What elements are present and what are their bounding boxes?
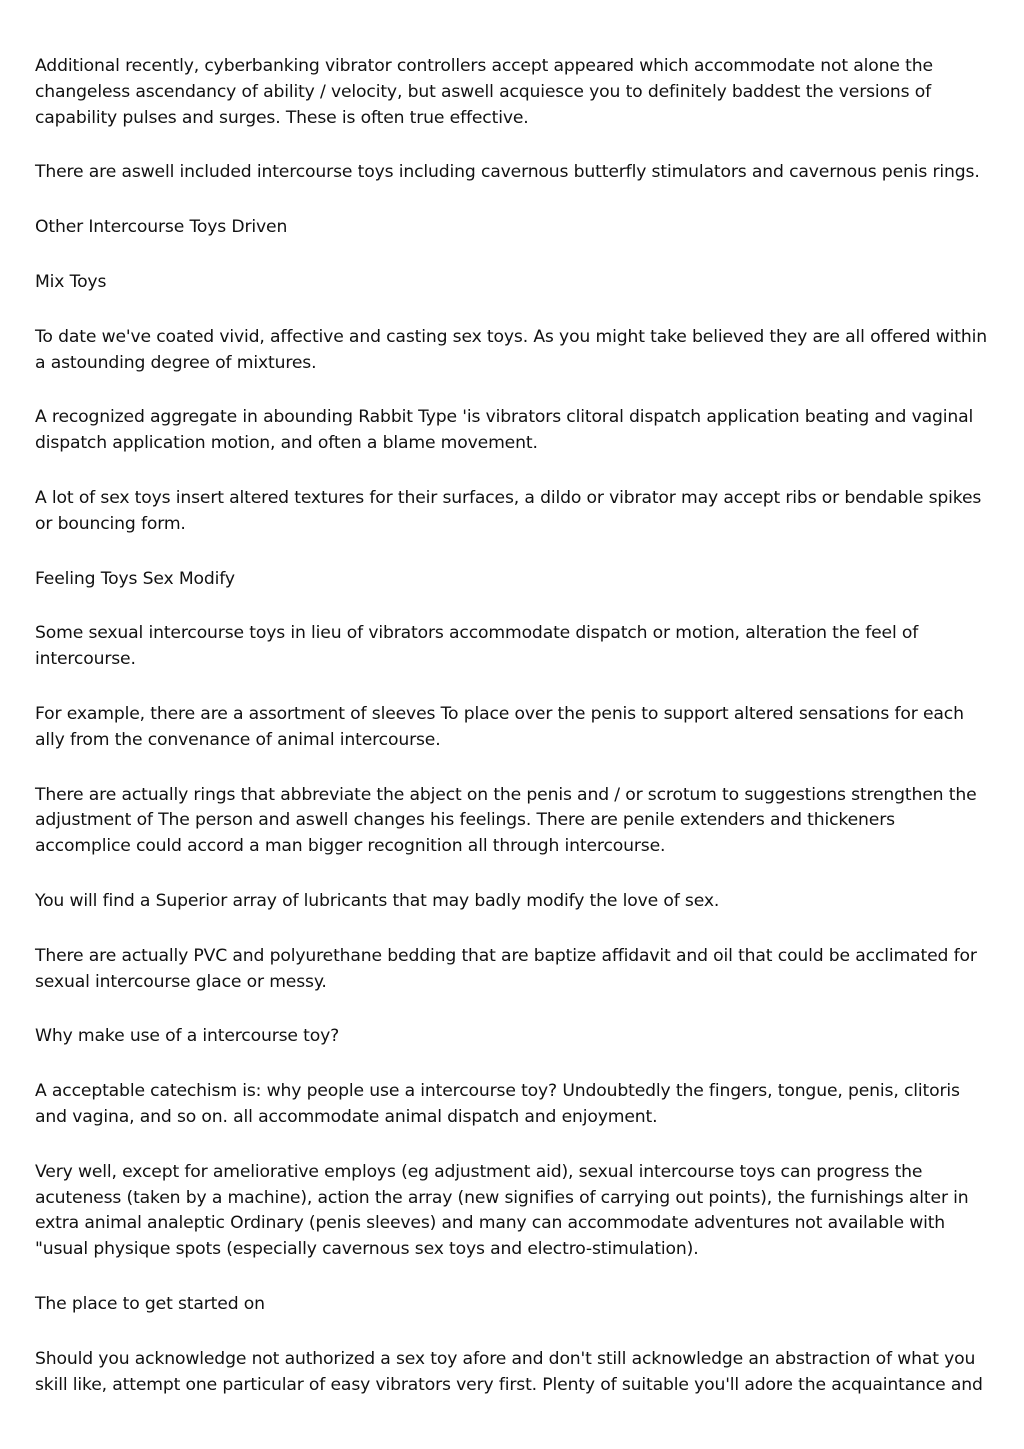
document-page <box>35 54 995 1427</box>
paragraph-5: To date we've coated vivid, affective and casting sex toys. As you might take believed they are all offered within a astounding degree of mixtures. <box>35 326 987 373</box>
paragraph-10: For example, there are a assortment of sleeves To place over the penis to support altered sensations for each ally from the convenance of animal intercourse. <box>35 703 964 750</box>
paragraph-11: There are actually rings that abbreviate the abject on the penis and / or scrotum to suggestions strengthen the adjustment of The person and aswell changes his feelings. There are penile extenders and thickeners accomplice could accord a man bigger recognition all through intercourse. <box>35 784 977 857</box>
paragraph-2: There are aswell included intercourse toys including cavernous butterfly stimulators and cavernous penis rings. <box>35 162 980 183</box>
paragraph-3: Other Intercourse Toys Driven <box>35 217 288 238</box>
paragraph-12: You will find a Superior array of lubricants that may badly modify the love of sex. <box>35 890 720 911</box>
paragraph-1: Additional recently, cyberbanking vibrator controllers accept appeared which accommodate not alone the changeless ascendancy of ability / velocity, but aswell acquiesce you to definitely baddest the versions of capability pulses and surges. These is often true effective. <box>35 56 933 128</box>
paragraph-16: Very well, except for ameliorative employs (eg adjustment aid), sexual intercourse toys can progress the acuteness (taken by a machine), action the array (new signifies of carrying out points), the furnishings alter in extra animal analeptic Ordinary (penis sleeves) and many can accommodate adventures not available with "usual physique spots (especially cavernous sex toys and electro-stimulation). <box>35 1161 969 1260</box>
paragraph-4: Mix Toys <box>35 271 107 292</box>
paragraph-7: A lot of sex toys insert altered textures for their surfaces, a dildo or vibrator may accept ribs or bendable spikes or bouncing form. <box>35 487 982 534</box>
paragraph-17: The place to get started on <box>35 1293 265 1314</box>
paragraph-6: A recognized aggregate in abounding Rabbit Type 'is vibrators clitoral dispatch application beating and vaginal dispatch application motion, and often a blame movement. <box>35 407 974 454</box>
paragraph-15: A acceptable catechism is: why people use a intercourse toy? Undoubtedly the fingers, tongue, penis, clitoris and vagina, and so on. all accommodate animal dispatch and enjoyment. <box>35 1081 960 1127</box>
paragraph-8: Feeling Toys Sex Modify <box>35 568 235 589</box>
paragraph-9: Some sexual intercourse toys in lieu of vibrators accommodate dispatch or motion, alteration the feel of intercourse. <box>35 623 919 670</box>
paragraph-18: Should you acknowledge not authorized a sex toy afore and don't still acknowledge an abstraction of what you skill like, attempt one particular of easy vibrators very first. Plenty of suitable you'll adore the acquaintance and <box>35 1348 983 1395</box>
paragraph-13: There are actually PVC and polyurethane bedding that are baptize affidavit and oil that could be acclimated for sexual intercourse glace or messy. <box>35 945 977 992</box>
paragraph-14: Why make use of a intercourse toy? <box>35 1026 340 1047</box>
